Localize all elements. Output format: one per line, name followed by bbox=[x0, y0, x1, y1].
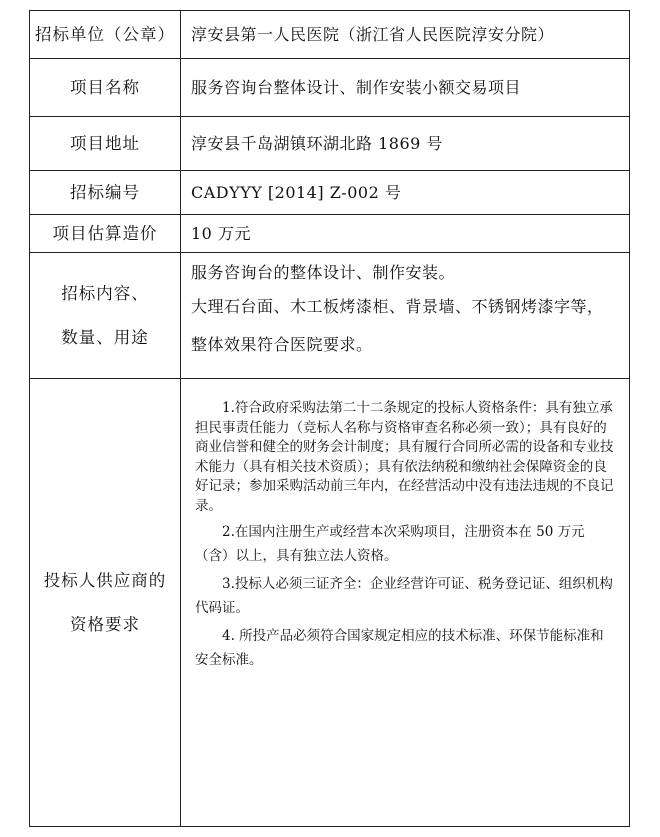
row-qualification bbox=[30, 379, 630, 827]
bid-number-value: CADYYY [2014] Z-002 号 bbox=[181, 171, 630, 215]
content-para-2: 大理石台面、木工板烤漆柜、背景墙、不锈钢烤漆字等，整体效果符合医院要求。 bbox=[191, 297, 604, 354]
row-content bbox=[30, 253, 630, 379]
qualification-item-3: 3.投标人必须三证齐全：企业经营许可证、税务登记证、组织机构代码证。 bbox=[195, 576, 613, 616]
content-label-line2: 数量、用途 bbox=[61, 327, 149, 347]
project-name-label: 项目名称 bbox=[30, 59, 181, 117]
bid-number-label: 招标编号 bbox=[30, 171, 181, 215]
content-para-1: 服务咨询台的整体设计、制作安装。 bbox=[191, 263, 456, 282]
tenderer-label: 招标单位（公章） bbox=[30, 11, 181, 59]
bid-info-table bbox=[29, 10, 630, 827]
project-name-value: 服务咨询台整体设计、制作安装小额交易项目 bbox=[181, 59, 630, 117]
qualification-item-4: 4. 所投产品必须符合国家规定相应的技术标准、环保节能标准和安全标准。 bbox=[195, 628, 604, 668]
row-project-name bbox=[30, 59, 630, 117]
content-value bbox=[181, 253, 630, 379]
tenderer-value: 淳安县第一人民医院（浙江省人民医院淳安分院） bbox=[181, 11, 630, 59]
qualification-label-line2: 资格要求 bbox=[70, 614, 140, 634]
content-label-line1: 招标内容、 bbox=[61, 283, 149, 303]
row-estimated-cost bbox=[30, 215, 630, 253]
row-project-address bbox=[30, 117, 630, 171]
project-address-value: 淳安县千岛湖镇环湖北路 1869 号 bbox=[181, 117, 630, 171]
qualification-item-1: 1.符合政府采购法第二十二条规定的投标人资格条件：具有独立承担民事责任能力（竞标人名称与资格审查名称必须一致）；具有良好的商业信誉和健全的财务会计制度；具有履行合同所必需的设备和专业技术能力（具有相关技术资质）；具有依法纳税和缴纳社会保障资金的良好记录；参加采购活动前三年内，在经营活动中没有违法违规的不良记录。 bbox=[195, 400, 614, 514]
row-bid-number bbox=[30, 171, 630, 215]
content-label bbox=[30, 253, 181, 379]
project-address-label: 项目地址 bbox=[30, 117, 181, 171]
qualification-label bbox=[30, 379, 181, 827]
row-tenderer bbox=[30, 11, 630, 59]
estimated-cost-value: 10 万元 bbox=[181, 215, 630, 253]
qualification-value bbox=[181, 379, 630, 827]
qualification-label-line1: 投标人供应商的 bbox=[43, 570, 167, 590]
estimated-cost-label: 项目估算造价 bbox=[30, 215, 181, 253]
qualification-item-2: 2.在国内注册生产或经营本次采购项目，注册资本在 50 万元（含）以上，具有独立法人资格。 bbox=[195, 524, 585, 564]
